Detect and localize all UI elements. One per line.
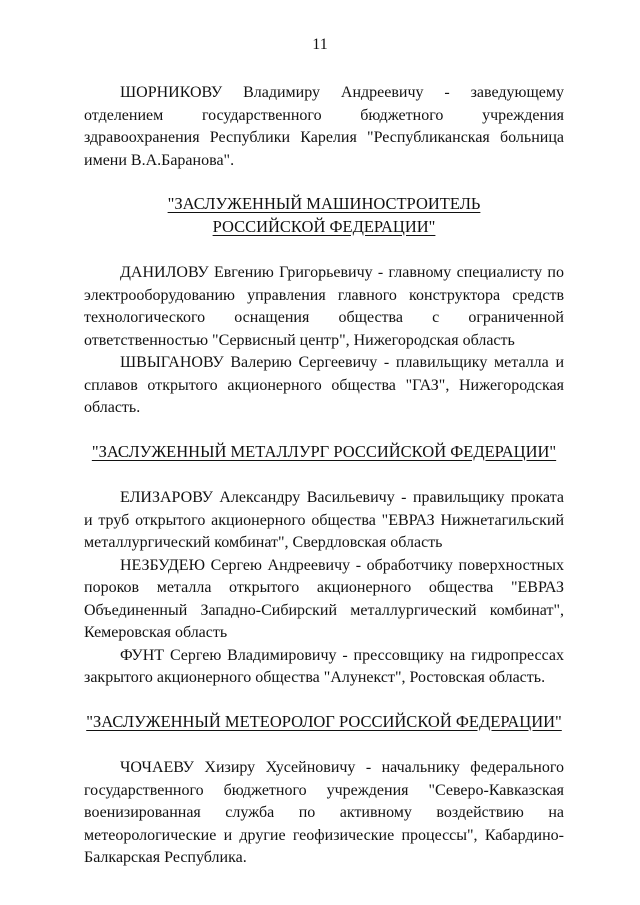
heading-line: РОССИЙСКОЙ ФЕДЕРАЦИИ" bbox=[212, 216, 436, 236]
heading-line: "ЗАСЛУЖЕННЫЙ МЕТЕОРОЛОГ РОССИЙСКОЙ ФЕДЕРАЦИИ" bbox=[86, 711, 562, 731]
heading-line: "ЗАСЛУЖЕННЫЙ МЕТАЛЛУРГ РОССИЙСКОЙ ФЕДЕРАЦИИ" bbox=[91, 441, 557, 461]
award-paragraph: ДАНИЛОВУ Евгению Григорьевичу - главному специалисту по электрооборудованию управления главного конструктора средств технологического оснащения общества с ограниченной ответственностью "Сервисный центр", Нижегородская область bbox=[84, 264, 564, 349]
award-paragraph: ЧОЧАЕВУ Хизиру Хусейновичу - начальнику федерального государственного бюджетного учреждения "Северо-Кавказская военизированная служба по активному воздействию на метеорологические и другие геофизические процессы", Кабардино-Балкарская Республика. bbox=[84, 759, 564, 866]
page-number: 11 bbox=[312, 36, 328, 53]
heading-line: "ЗАСЛУЖЕННЫЙ МАШИНОСТРОИТЕЛЬ bbox=[167, 194, 481, 213]
award-title-heading bbox=[84, 711, 564, 734]
award-title-heading bbox=[84, 193, 564, 238]
award-paragraph: ШВЫГАНОВУ Валерию Сергеевичу - плавильщику металла и сплавов открытого акционерного общества "ГАЗ", Нижегородская область. bbox=[84, 354, 564, 416]
award-paragraph: НЕЗБУДЕЮ Сергею Андреевичу - обработчику поверхностных пороков металла открытого акционерного общества "ЕВРАЗ Объединенный Западно-Сибирский металлургический комбинат", Кемеровская область bbox=[84, 556, 564, 641]
award-paragraph: ФУНТ Сергею Владимировичу - прессовщику на гидропрессах закрытого акционерного общества "Алунекст", Ростовская область. bbox=[84, 646, 564, 686]
award-paragraph: ЕЛИЗАРОВУ Александру Васильевичу - правильщику проката и труб открытого акционерного общества "ЕВРАЗ Нижнетагильский металлургический комбинат", Свердловская область bbox=[84, 489, 564, 551]
award-title-heading bbox=[84, 441, 564, 464]
document-body bbox=[84, 82, 564, 870]
award-paragraph: ШОРНИКОВУ Владимиру Андреевичу - заведующему отделением государственного бюджетного учреждения здравоохранения Республики Карелия "Республиканская больница имени В.А.Баранова". bbox=[84, 84, 564, 169]
